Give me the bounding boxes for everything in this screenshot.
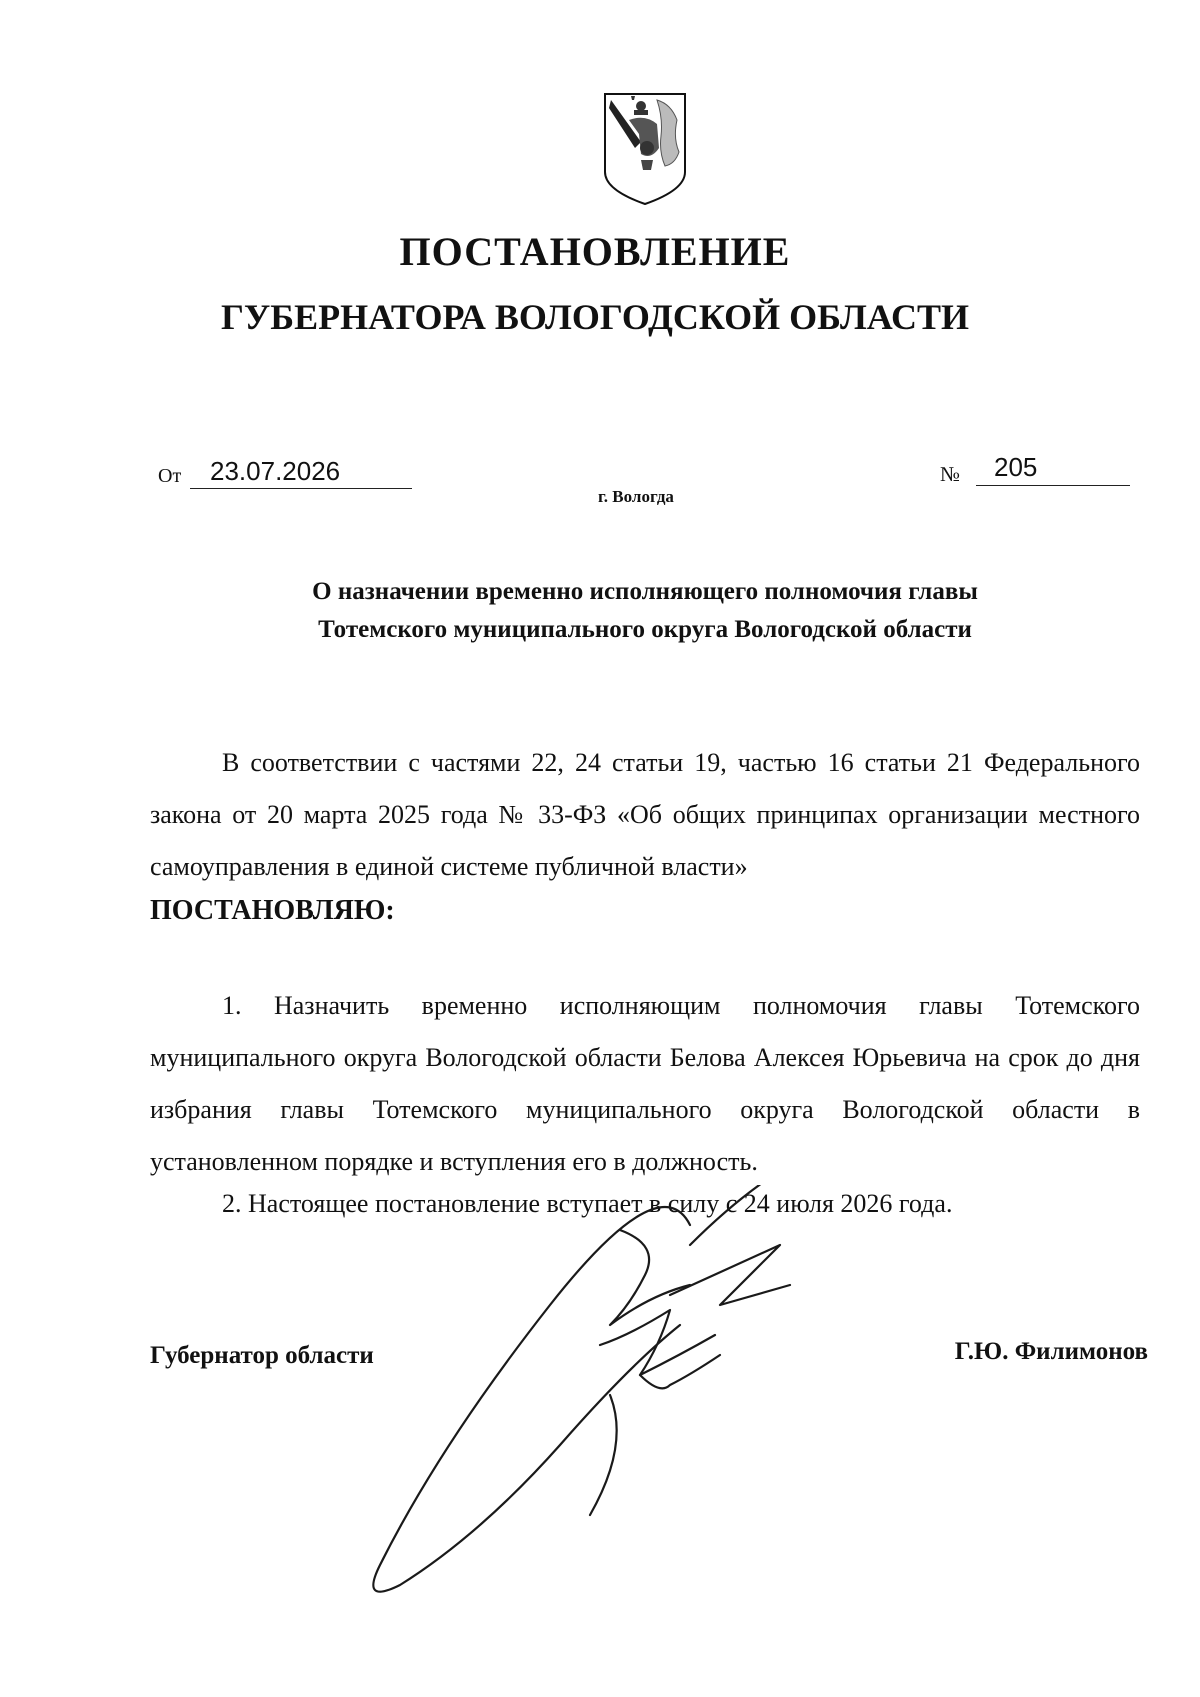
handwritten-signature — [360, 1185, 920, 1605]
number-value: 205 — [976, 450, 1130, 486]
date-field — [158, 455, 418, 495]
signer-position: Губернатор области — [150, 1342, 374, 1369]
document-type-title: ПОСТАНОВЛЕНИЕ — [399, 229, 791, 274]
document-subject — [150, 573, 1140, 649]
subject-line-1: О назначении временно исполняющего полномочия главы — [312, 578, 978, 605]
decree-word: ПОСТАНОВЛЯЮ: — [150, 895, 395, 926]
issuer-title: ГУБЕРНАТОРА ВОЛОГОДСКОЙ ОБЛАСТИ — [220, 297, 970, 337]
coat-of-arms-icon — [601, 90, 689, 208]
decree-item-1: 1. Назначить временно исполняющим полномочия главы Тотемского муниципального округа Вологодской области Белова Алексея Юрьевича на срок до дня избрания главы Тотемского муниципального округа Вологодской области в установленном порядке и вступления его в должность. — [150, 991, 1140, 1176]
signer-name: Г.Ю. Филимонов — [954, 1338, 1148, 1365]
preamble-paragraph: В соответствии с частями 22, 24 статьи 19, частью 16 статьи 21 Федерального закона от 20 марта 2025 года № 33-ФЗ «Об общих принципах организации местного самоуправления в единой системе публичной власти» — [150, 748, 1140, 881]
subject-line-2: Тотемского муниципального округа Вологодской области — [318, 616, 972, 643]
decree-item-2: 2. Настоящее постановление вступает в силу с 24 июля 2026 года. — [222, 1189, 953, 1218]
number-field — [940, 450, 1140, 490]
number-sign: № — [940, 462, 961, 486]
date-value: 23.07.2026 — [190, 455, 412, 489]
date-prefix: От — [158, 465, 182, 487]
city-label: г. Вологда — [598, 487, 674, 506]
